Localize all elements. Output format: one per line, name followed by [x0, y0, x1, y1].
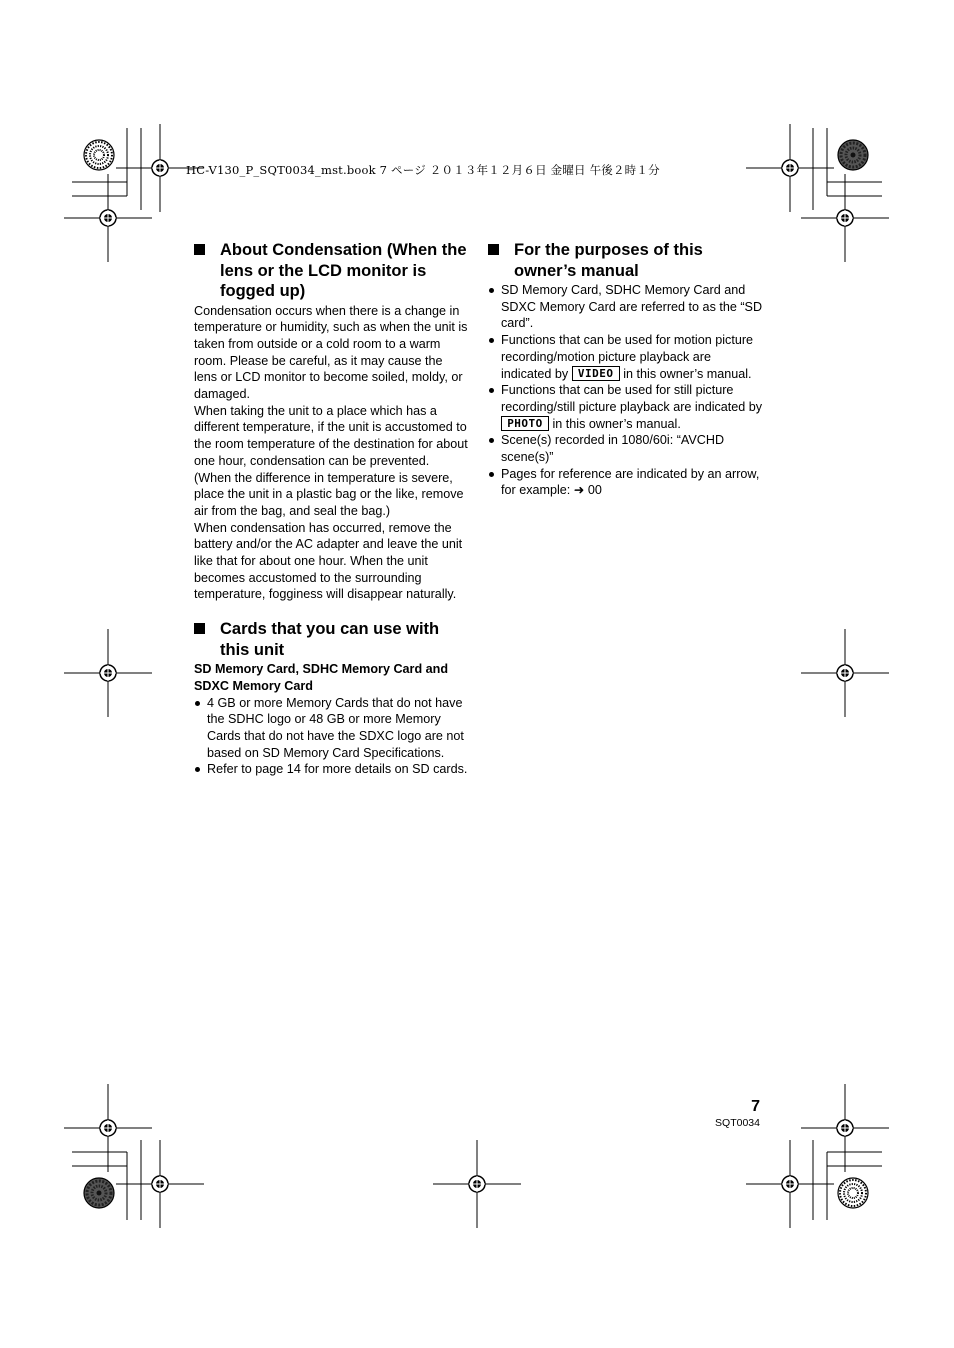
registration-target — [801, 1084, 889, 1172]
list-item-text: 4 GB or more Memory Cards that do not have the SDHC logo or 48 GB or more Memory Cards that do not have the SDXC logo are not based on SD Memory Card Specifications. — [207, 695, 464, 760]
list-item — [488, 332, 764, 382]
condensation-heading — [194, 240, 468, 302]
purposes-heading — [488, 240, 764, 281]
starburst-mark — [838, 140, 868, 170]
registration-target — [64, 174, 152, 262]
video-badge-icon: VIDEO — [572, 366, 620, 381]
list-item-text: Refer to page 14 for more details on SD cards. — [207, 762, 468, 777]
list-item — [194, 695, 468, 762]
registration-target — [116, 1140, 204, 1228]
purposes-section — [488, 240, 764, 499]
registration-target — [64, 629, 152, 717]
list-item — [194, 761, 468, 778]
starburst-mark — [838, 1178, 868, 1208]
bullet-dot-icon — [489, 438, 494, 443]
cards-section — [194, 619, 468, 778]
document-code: SQT0034 — [715, 1117, 760, 1129]
registration-target — [801, 629, 889, 717]
list-item-text: SD Memory Card, SDHC Memory Card and SDXC Memory Card are referred to as the “SD card”. — [501, 283, 763, 331]
photo-badge-icon: PHOTO — [501, 416, 549, 431]
registration-target — [746, 1140, 834, 1228]
square-bullet-icon — [194, 623, 205, 634]
right-column — [488, 240, 764, 499]
cards-heading — [194, 619, 468, 660]
list-item — [488, 382, 764, 432]
list-item-text: Scene(s) recorded in 1080/60i: “AVCHD scene(s)” — [501, 433, 725, 465]
registration-target — [801, 174, 889, 262]
purposes-bullet-list — [488, 282, 764, 499]
starburst-mark — [84, 1178, 114, 1208]
condensation-section — [194, 240, 468, 603]
bullet-dot-icon — [489, 288, 494, 293]
list-item-text: Functions that can be used for still picture recording/still picture playback are indicated by — [501, 383, 763, 414]
page-number: 7 — [751, 1098, 760, 1115]
starburst-mark — [84, 140, 114, 170]
left-column — [194, 240, 468, 778]
list-item-text: in this owner’s manual. — [619, 366, 752, 381]
condensation-paragraph: Condensation occurs when there is a change in temperature or humidity, such as when the unit is taken from outside or a cold room to a warm room. Please be careful, as it may cause the lens or LCD monitor to become soiled, moldy, or damaged. When taking the unit to a place which has a different temperature, if the unit is accustomed to the room temperature of the destination for about one hour, condensation can be prevented. (When the difference in temperature is severe, place the unit in a plastic bag or the like, remove air from the bag, and seal the bag.) When condensation has occurred, remove the battery and/or the AC adapter and leave the unit like that for about one hour. When the unit becomes accustomed to the surrounding temperature, fogginess will disappear naturally. — [194, 303, 468, 602]
list-item-text: Pages for reference are indicated by an arrow, for example: ➜ 00 — [501, 466, 760, 498]
bullet-dot-icon — [489, 388, 494, 393]
bullet-dot-icon — [195, 767, 200, 772]
registration-target — [433, 1140, 521, 1228]
square-bullet-icon — [488, 244, 499, 255]
list-item-text: Functions that can be used for motion picture recording/motion picture playback are indicated by — [501, 333, 754, 381]
registration-target — [746, 124, 834, 212]
bullet-dot-icon — [195, 701, 200, 706]
list-item — [488, 466, 764, 499]
print-header: HC-V130_P_SQT0034_mst.book 7 ページ ２０１３年１２月６日 金曜日 午後２時１分 — [186, 163, 660, 177]
cards-heading-text: Cards that you can use with this unit — [220, 620, 440, 659]
cards-subheading: SD Memory Card, SDHC Memory Card and SDXC Memory Card — [194, 662, 449, 693]
bullet-dot-icon — [489, 472, 494, 477]
cards-bullet-list — [194, 695, 468, 779]
purposes-heading-text: For the purposes of this owner’s manual — [514, 241, 703, 280]
condensation-heading-text: About Condensation (When the lens or the LCD monitor is fogged up) — [220, 241, 467, 300]
list-item — [488, 282, 764, 332]
list-item-text: in this owner’s manual. — [549, 416, 681, 431]
registration-target — [64, 1084, 152, 1172]
square-bullet-icon — [194, 244, 205, 255]
bullet-dot-icon — [489, 338, 494, 343]
list-item — [488, 432, 764, 465]
